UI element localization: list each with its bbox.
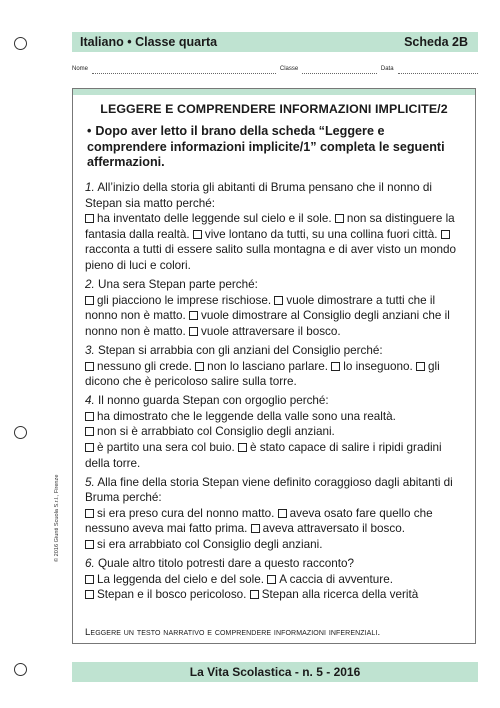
- option-text: gli dicono che è pericoloso salire sulla torre.: [85, 359, 440, 389]
- checkbox[interactable]: [416, 362, 425, 371]
- checkbox[interactable]: [278, 509, 287, 518]
- exercise-title: LEGGERE E COMPRENDERE INFORMAZIONI IMPLICITE/2: [100, 102, 448, 116]
- punch-hole-top: [14, 37, 27, 50]
- checkbox[interactable]: [85, 412, 94, 421]
- question-5: [85, 475, 469, 553]
- question-6: [85, 556, 469, 603]
- option-text: A caccia di avventure.: [279, 572, 393, 586]
- bullet: •: [87, 124, 92, 138]
- checkbox[interactable]: [189, 327, 198, 336]
- question-number: 3.: [85, 343, 95, 357]
- question-number: 1.: [85, 181, 95, 194]
- name-class-date-row: [72, 66, 478, 74]
- option-text: è stato capace di salire i ripidi gradini della torre.: [85, 441, 442, 470]
- checkbox[interactable]: [331, 362, 340, 371]
- checkbox[interactable]: [195, 362, 204, 371]
- copyright-notice: © 2016 Giunti Scuola S.r.l., Firenze: [54, 474, 60, 562]
- option-text: Stepan e il bosco pericoloso.: [97, 588, 247, 602]
- option-text: gli piacciono le imprese rischiose.: [97, 293, 272, 307]
- scheda-label: Scheda 2B: [404, 35, 468, 49]
- checkbox[interactable]: [335, 214, 344, 223]
- magazine-footer: La Vita Scolastica - n. 5 - 2016: [72, 662, 478, 682]
- classe-field[interactable]: [302, 66, 377, 74]
- option-text: ha inventato delle leggende sul cielo e il sole.: [97, 212, 332, 226]
- punch-hole-bottom: [14, 663, 27, 676]
- option-text: si era arrabbiato col Consiglio degli anziani.: [97, 538, 323, 552]
- option-text: vuole dimostrare a tutti che il nonno non è matto.: [85, 293, 436, 323]
- checkbox[interactable]: [251, 524, 260, 533]
- worksheet-header: [72, 32, 478, 52]
- question-number: 2.: [85, 278, 95, 292]
- checkbox[interactable]: [85, 509, 94, 518]
- checkbox[interactable]: [274, 296, 283, 305]
- checkbox[interactable]: [85, 362, 94, 371]
- data-label: Data: [380, 66, 394, 72]
- question-stem: Una sera Stepan parte perché:: [98, 278, 258, 292]
- questions-list: [85, 180, 469, 606]
- question-4: [85, 393, 469, 471]
- checkbox[interactable]: [85, 575, 94, 584]
- option-text: non si è arrabbiato col Consiglio degli anziani.: [97, 425, 335, 439]
- option-text: nessuno gli crede.: [97, 359, 192, 373]
- punch-hole-middle: [14, 426, 27, 439]
- checkbox[interactable]: [85, 214, 94, 223]
- nome-field[interactable]: [92, 66, 276, 74]
- option-text: non lo lasciano parlare.: [207, 359, 328, 373]
- option-text: racconta a tutti di essere salito sulla montagna e di aver visto un mondo pieno di luci e colori.: [85, 243, 456, 272]
- checkbox[interactable]: [85, 427, 94, 436]
- option-text: ha dimostrato che le leggende della valle sono una realtà.: [97, 409, 396, 423]
- question-1: [85, 180, 469, 274]
- option-text: lo inseguono.: [343, 359, 413, 373]
- checkbox[interactable]: [189, 311, 198, 320]
- option-text: La leggenda del cielo e del sole.: [97, 572, 264, 586]
- question-stem: All’inizio della storia gli abitanti di Bruma pensano che il nonno di Stepan sia matto perché:: [85, 181, 432, 210]
- question-stem: Alla fine della storia Stepan viene definito coraggioso dagli abitanti di Bruma perché:: [85, 475, 453, 505]
- checkbox[interactable]: [441, 230, 450, 239]
- exercise-box: [72, 88, 476, 644]
- option-text: Stepan alla ricerca della verità: [261, 588, 419, 602]
- question-number: 6.: [85, 557, 95, 571]
- data-field[interactable]: [398, 66, 478, 74]
- instructions: [87, 124, 467, 171]
- question-stem: Quale altro titolo potresti dare a questo racconto?: [98, 557, 354, 571]
- option-text: aveva attraversato il bosco.: [262, 522, 405, 536]
- checkbox[interactable]: [193, 230, 202, 239]
- option-text: vive lontano da tutti, su una collina fuori città.: [204, 227, 438, 241]
- option-text: si era preso cura del nonno matto.: [97, 506, 275, 520]
- option-text: è partito una sera col buio.: [97, 441, 235, 454]
- checkbox[interactable]: [250, 590, 259, 599]
- checkbox[interactable]: [85, 590, 94, 599]
- checkbox[interactable]: [85, 540, 94, 549]
- question-stem: Il nonno guarda Stepan con orgoglio perché:: [98, 394, 329, 408]
- question-number: 4.: [85, 394, 95, 408]
- question-2: [85, 277, 469, 339]
- nome-label: Nome: [72, 66, 89, 72]
- subject-label: Italiano • Classe quarta: [80, 35, 218, 49]
- question-stem: Stepan si arrabbia con gli anziani del Consiglio perché:: [98, 343, 383, 357]
- checkbox[interactable]: [85, 443, 94, 452]
- classe-label: Classe: [279, 66, 299, 72]
- top-accent-bar: [73, 89, 475, 95]
- option-text: vuole dimostrare al Consiglio degli anziani che il nonno non è matto.: [85, 309, 450, 338]
- option-text: non sa distinguere la fantasia dalla realtà.: [85, 212, 455, 241]
- question-3: [85, 343, 469, 390]
- checkbox[interactable]: [85, 296, 94, 305]
- checkbox[interactable]: [238, 443, 247, 452]
- option-text: vuole attraversare il bosco.: [200, 324, 341, 338]
- question-number: 5.: [85, 475, 95, 489]
- checkbox[interactable]: [267, 575, 276, 584]
- option-text: aveva osato fare quello che nessuno aveva mai fatto prima.: [85, 506, 433, 536]
- instructions-text: Dopo aver letto il brano della scheda “Leggere e comprendere informazioni implicite/1” completa le seguenti affermazioni.: [87, 124, 445, 169]
- learning-objective: Leggere un testo narrativo e comprendere informazioni inferenziali.: [85, 627, 381, 638]
